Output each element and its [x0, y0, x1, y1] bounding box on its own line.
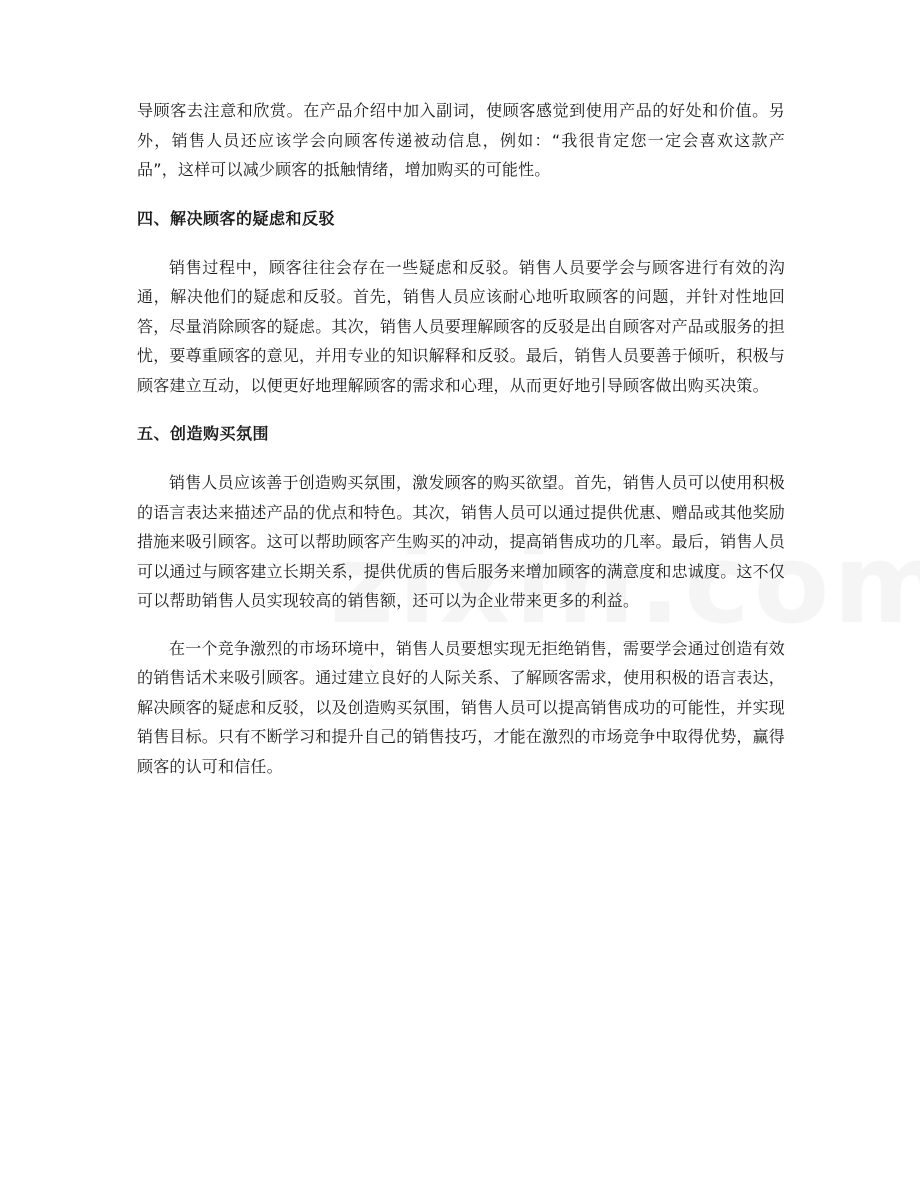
paragraph-section-5: 销售人员应该善于创造购买氛围，激发顾客的购买欲望。首先，销售人员可以使用积极的语言表达来描述产品的优点和特色。其次，销售人员可以通过提供优惠、赠品或其他奖励措施来吸引顾客。这可以帮助顾客产生购买的冲动，提高销售成功的几率。最后，销售人员可以通过与顾客建立长期关系，提供优质的售后服务来增加顾客的满意度和忠诚度。这不仅可以帮助销售人员实现较高的销售额，还可以为企业带来更多的利益。 — [137, 473, 786, 610]
paragraph-section-4: 销售过程中，顾客往往会存在一些疑虑和反驳。销售人员要学会与顾客进行有效的沟通，解决他们的疑虑和反驳。首先，销售人员应该耐心地听取顾客的问题，并针对性地回答，尽量消除顾客的疑虑。其次，销售人员要理解顾客的反驳是出自顾客对产品或服务的担忧，要尊重顾客的意见，并用专业的知识解释和反驳。最后，销售人员要善于倾听，积极与顾客建立互动，以便更好地理解顾客的需求和心理，从而更好地引导顾客做出购买决策。 — [137, 257, 786, 395]
document-page — [137, 96, 785, 781]
paragraph-conclusion: 在一个竞争激烈的市场环境中，销售人员要想实现无拒绝销售，需要学会通过创造有效的销售话术来吸引顾客。通过建立良好的人际关系、了解顾客需求，使用积极的语言表达，解决顾客的疑虑和反驳，以及创造购买氛围，销售人员可以提高销售成功的可能性，并实现销售目标。只有不断学习和提升自己的销售技巧，才能在激烈的市场竞争中取得优势，赢得顾客的认可和信任。 — [137, 638, 786, 776]
paragraph-continued: 导顾客去注意和欣赏。在产品介绍中加入副词，使顾客感觉到使用产品的好处和价值。另外，销售人员还应该学会向顾客传递被动信息，例如：“我很肯定您一定会喜欢这款产品”，这样可以减少顾客的抵触情绪，增加购买的可能性。 — [137, 101, 785, 179]
section-heading-4: 四、解决顾客的疑虑和反驳 — [137, 208, 336, 228]
section-heading-5: 五、创造购买氛围 — [137, 424, 270, 443]
